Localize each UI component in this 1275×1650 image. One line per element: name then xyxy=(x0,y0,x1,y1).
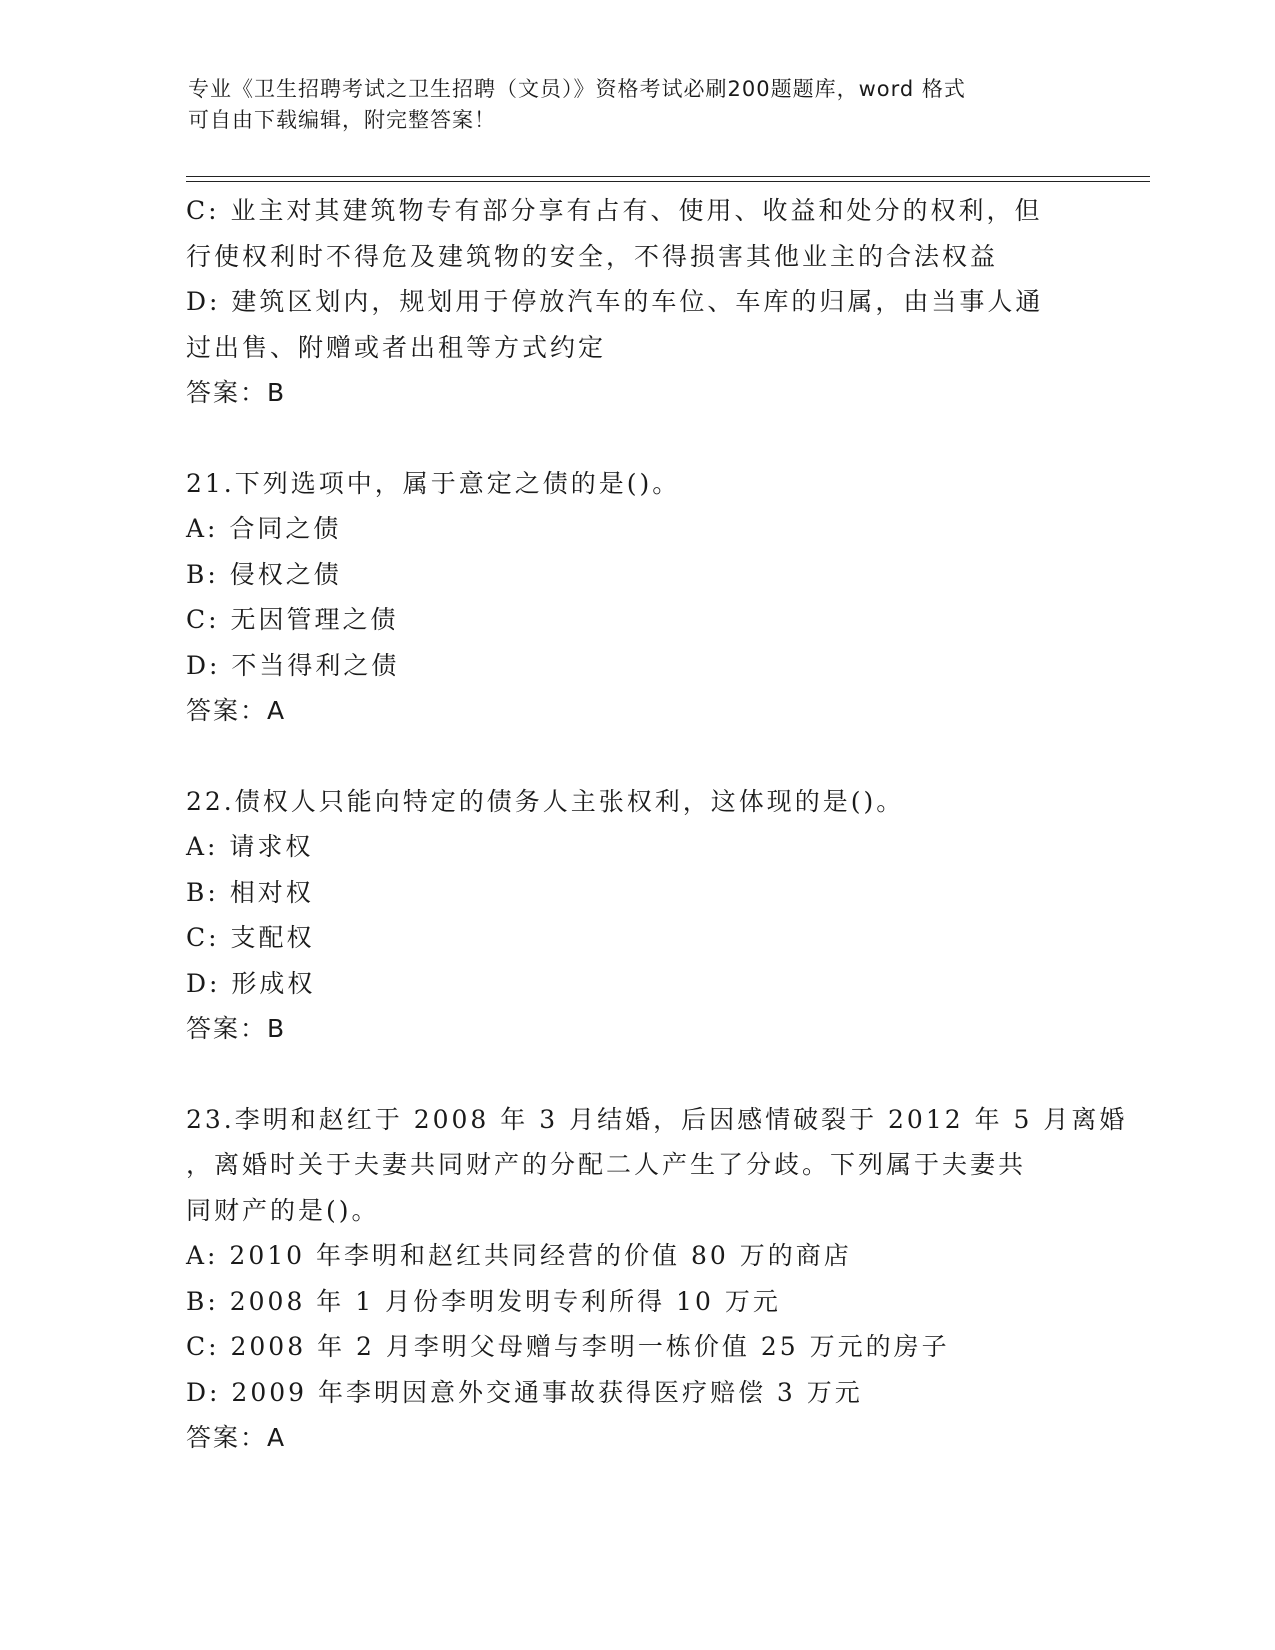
question-20-continuation xyxy=(186,188,1086,416)
question-stem: 21.下列选项中，属于意定之债的是()。 xyxy=(186,468,681,498)
option-d: D: 形成权 xyxy=(186,968,316,998)
option-b: B: 2008 年 1 月份李明发明专利所得 10 万元 xyxy=(186,1286,781,1316)
question-list xyxy=(186,188,1128,1461)
option-d: D: 不当得利之债 xyxy=(186,650,400,680)
answer-line: 答案：A xyxy=(186,1423,287,1452)
header-title-line-2: 可自由下载编辑，附完整答案！ xyxy=(188,108,496,132)
answer-line: 答案：B xyxy=(186,1014,287,1043)
option-c: C: 支配权 xyxy=(186,923,315,952)
answer-line: 答案：A xyxy=(186,696,287,725)
question-22 xyxy=(186,779,1086,1052)
option-b: B: 相对权 xyxy=(186,877,314,907)
option-d-line-2: 过出售、附赠或者出租等方式约定 xyxy=(186,332,607,362)
question-21 xyxy=(186,461,1086,734)
option-c: C: 2008 年 2 月李明父母赠与李明一栋价值 25 万元的房子 xyxy=(186,1332,950,1361)
document-header xyxy=(188,74,1068,136)
option-c: C: 无因管理之债 xyxy=(186,605,399,634)
option-d: D: 2009 年李明因意外交通事故获得医疗赔偿 3 万元 xyxy=(186,1377,863,1407)
spacer xyxy=(186,1052,1086,1097)
header-divider-top xyxy=(186,176,1150,177)
option-b: B: 侵权之债 xyxy=(186,559,342,589)
question-23 xyxy=(186,1097,1128,1461)
question-stem-line-3: 同财产的是()。 xyxy=(186,1195,380,1225)
option-a: A: 合同之债 xyxy=(186,514,342,543)
option-a: A: 请求权 xyxy=(186,832,314,861)
option-a: A: 2010 年李明和赵红共同经营的价值 80 万的商店 xyxy=(186,1241,852,1270)
question-stem-line-2: ，离婚时关于夫妻共同财产的分配二人产生了分歧。下列属于夫妻共 xyxy=(186,1150,1027,1179)
option-c-line-1: C: 业主对其建筑物专有部分享有占有、使用、收益和处分的权利，但 xyxy=(186,196,1043,225)
question-stem: 22.债权人只能向特定的债务人主张权利，这体现的是()。 xyxy=(186,786,905,816)
spacer xyxy=(186,416,1086,461)
spacer xyxy=(186,734,1086,779)
answer-line: 答案：B xyxy=(186,378,287,407)
option-c-line-2: 行使权利时不得危及建筑物的安全，不得损害其他业主的合法权益 xyxy=(186,241,999,271)
option-d-line-1: D: 建筑区划内，规划用于停放汽车的车位、车库的归属，由当事人通 xyxy=(186,287,1044,316)
header-divider-bottom xyxy=(186,181,1150,182)
header-title-line-1: 专业《卫生招聘考试之卫生招聘（文员）》资格考试必刷200题题库，word 格式 xyxy=(188,77,966,101)
question-stem-line-1: 23.李明和赵红于 2008 年 3 月结婚，后因感情破裂于 2012 年 5 月离婚 xyxy=(186,1104,1128,1134)
